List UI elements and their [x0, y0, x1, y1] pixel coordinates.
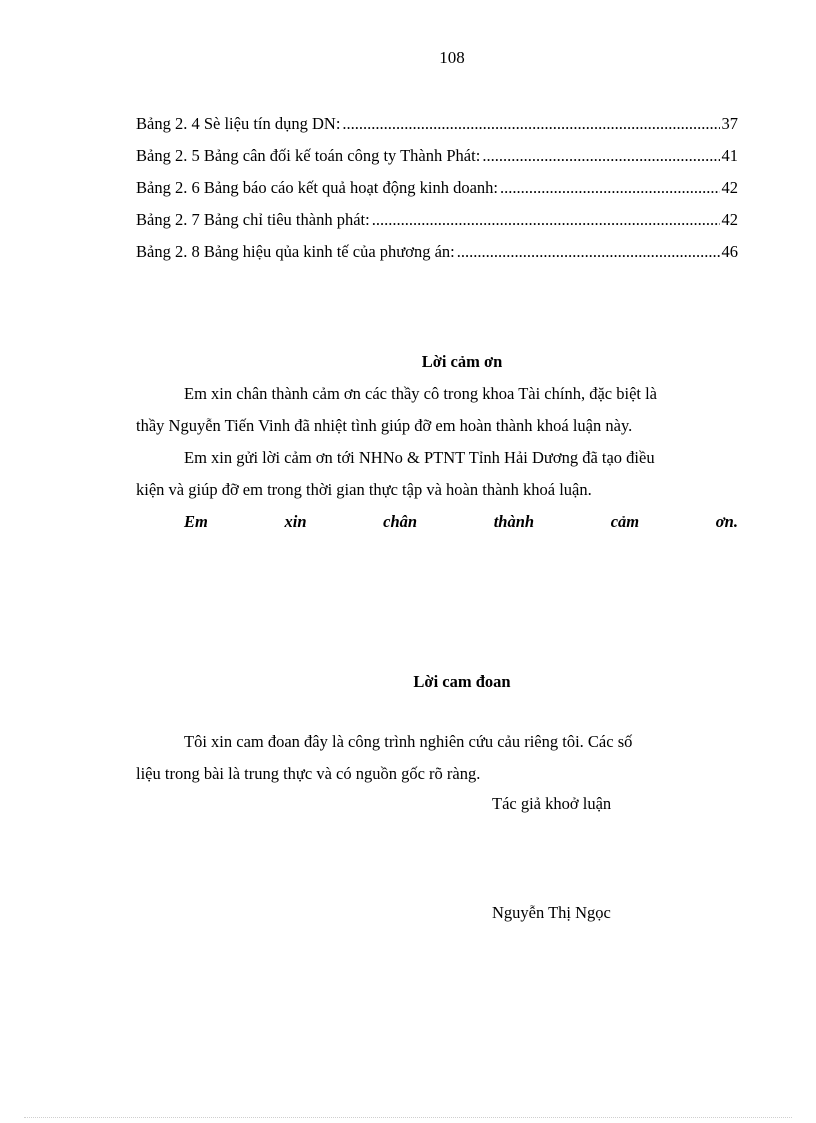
thanks-p1-line1: Em xin chân thành cảm ơn các thầy cô trong khoa Tài chính, đặc biệt là: [184, 384, 658, 403]
toc-entry-label: Bảng 2. 6 Bảng báo cáo kết quả hoạt động kinh doanh:: [136, 178, 499, 197]
thanks-p2-line1: Em xin gửi lời cảm ơn tới NHNo & PTNT Tỉnh Hải Dương đã tạo điều: [184, 448, 655, 467]
toc-entry: [136, 146, 738, 178]
thanks-title: Lời cảm ơn: [421, 352, 503, 371]
thanks-paragraph-2: [136, 442, 738, 506]
toc-leader-dots: [372, 210, 720, 230]
footer-divider: [24, 1117, 792, 1118]
thanks-p1-line2: thầy Nguyễn Tiến Vinh đã nhiệt tình giúp đỡ em hoàn thành khoá luận này.: [136, 416, 633, 435]
toc-leader-dots: [342, 114, 719, 134]
author-name: Nguyễn Thị Ngọc: [492, 903, 611, 922]
toc-entry-label: Bảng 2. 7 Bảng chỉ tiêu thành phát:: [136, 210, 370, 229]
toc-entry-page: 42: [721, 178, 738, 197]
closing-word: Em: [184, 512, 208, 531]
toc-entry-page: 37: [721, 114, 738, 133]
closing-word: thành: [493, 512, 535, 531]
declaration-title: Lời cam đoan: [413, 672, 511, 691]
toc-entry-page: 41: [721, 146, 738, 165]
toc-entry-label: Bảng 2. 4 Sè liệu tín dụng DN:: [136, 114, 341, 133]
closing-word: chân: [383, 512, 418, 531]
closing-word: cảm: [610, 512, 640, 531]
closing-word: xin: [284, 512, 307, 531]
page-number: 108: [439, 48, 465, 67]
declaration-line2: liệu trong bài là trung thực và có nguồn gốc rõ ràng.: [136, 764, 481, 783]
author-label: Tác giả khoở luận: [492, 794, 612, 813]
table-of-contents: [136, 114, 738, 274]
toc-entry: [136, 210, 738, 242]
declaration-paragraph: [136, 726, 738, 790]
toc-entry-label: Bảng 2. 8 Bảng hiệu qủa kinh tế của phương án:: [136, 242, 455, 261]
toc-entry: [136, 178, 738, 210]
thanks-paragraph-1: [136, 378, 738, 442]
declaration-line1: Tôi xin cam đoan đây là công trình nghiên cứu cảu riêng tôi. Các số: [184, 732, 633, 751]
toc-entry: [136, 114, 738, 146]
toc-entry: [136, 242, 738, 274]
closing-word: ơn.: [715, 512, 738, 531]
toc-entry-page: 46: [721, 242, 738, 261]
toc-leader-dots: [457, 242, 720, 262]
thanks-closing-line: [184, 512, 738, 532]
toc-leader-dots: [482, 146, 719, 166]
thanks-p2-line2: kiện và giúp đỡ em trong thời gian thực tập và hoàn thành khoá luận.: [136, 480, 592, 499]
toc-entry-label: Bảng 2. 5 Bảng cân đối kế toán công ty Thành Phát:: [136, 146, 481, 165]
toc-leader-dots: [500, 178, 719, 198]
toc-entry-page: 42: [721, 210, 738, 229]
